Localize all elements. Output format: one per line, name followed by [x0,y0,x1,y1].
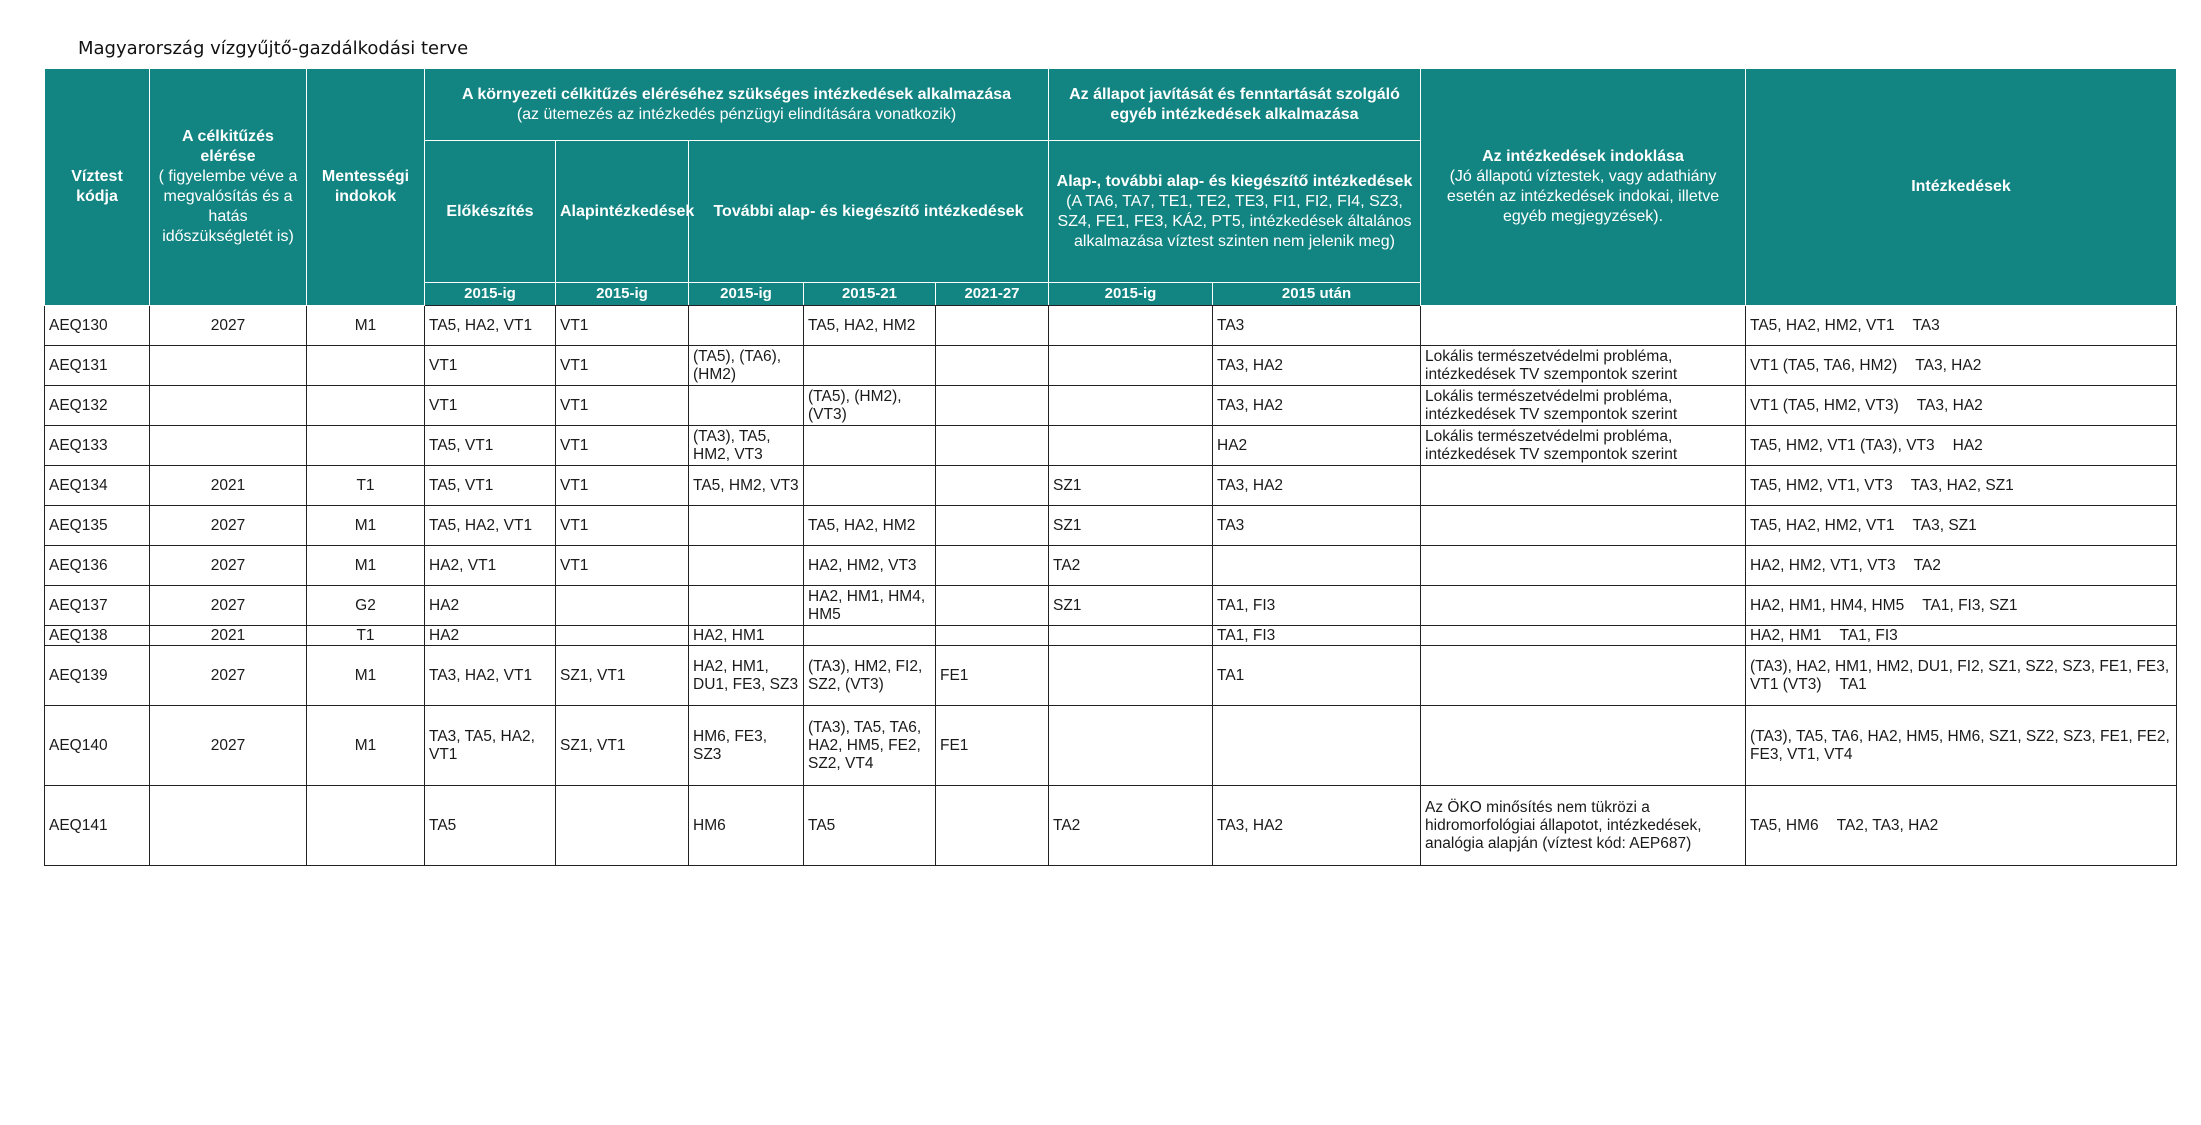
table-row [45,346,2177,386]
cell-tovabbi-2015 [689,546,804,586]
cell-elokeszites: TA5 [425,786,556,866]
cell-viztest-kod: AEQ135 [45,506,150,546]
intezkedesek-main: TA5, HA2, HM2, VT1 [1750,316,1895,334]
table-body [45,306,2177,866]
cell-tovabbi-2015: HA2, HM1 [689,626,804,646]
cell-alapintezkedes [556,786,689,866]
intezkedesek-main: (TA3), TA5, TA6, HA2, HM5, HM6, SZ1, SZ2, SZ3, FE1, FE2, FE3, VT1, VT4 [1750,727,2170,763]
measures-table [44,68,2177,866]
year-tovabbi-2015-21: 2015-21 [804,283,936,306]
cell-mentessegi: M1 [307,546,425,586]
cell-viztest-kod: AEQ137 [45,586,150,626]
cell-tovabbi-2021-27 [936,626,1049,646]
table-row [45,786,2177,866]
intezkedesek-main: (TA3), HA2, HM1, HM2, DU1, FI2, SZ1, SZ2, SZ3, FE1, FE3, VT1 (VT3) [1750,657,2170,693]
intezkedesek-extra: HA2 [1952,436,1983,454]
header-kornyezeti-sub: (az ütemezés az intézkedés pénzügyi elindítására vonatkozik) [516,105,957,123]
cell-intezkedesek [1746,306,2177,346]
intezkedesek-main: TA5, HM2, VT1 (TA3), VT3 [1750,436,1935,454]
cell-alap-2015-utan: HA2 [1213,426,1421,466]
intezkedesek-main: VT1 (TA5, TA6, HM2) [1750,356,1898,374]
cell-alap-2015: SZ1 [1049,586,1213,626]
cell-viztest-kod: AEQ139 [45,646,150,706]
header-mentessegi-indokok: Mentességi indokok [307,69,425,306]
cell-alap-2015: TA2 [1049,786,1213,866]
cell-tovabbi-2015-21 [804,466,936,506]
cell-tovabbi-2015-21: (TA5), (HM2), (VT3) [804,386,936,426]
cell-elokeszites: TA5, HA2, VT1 [425,506,556,546]
cell-indoklas [1421,306,1746,346]
cell-mentessegi: M1 [307,706,425,786]
cell-alap-2015 [1049,646,1213,706]
table-row [45,646,2177,706]
intezkedesek-extra: TA2, TA3, HA2 [1836,816,1939,834]
cell-viztest-kod: AEQ138 [45,626,150,646]
header-alap-tovabbi-title: Alap-, további alap- és kiegészítő intézkedések [1056,172,1413,190]
cell-indoklas: Lokális természetvédelmi probléma, intézkedések TV szempontok szerint [1421,346,1746,386]
cell-alap-2015-utan: TA3 [1213,306,1421,346]
cell-tovabbi-2015-21: HA2, HM1, HM4, HM5 [804,586,936,626]
header-intezkedesek: Intézkedések [1746,69,2177,306]
cell-celkituzes-ev: 2027 [150,546,307,586]
cell-alap-2015: SZ1 [1049,506,1213,546]
cell-mentessegi: G2 [307,586,425,626]
cell-mentessegi [307,346,425,386]
cell-elokeszites: TA3, TA5, HA2, VT1 [425,706,556,786]
cell-viztest-kod: AEQ136 [45,546,150,586]
cell-tovabbi-2015: HA2, HM1, DU1, FE3, SZ3 [689,646,804,706]
cell-mentessegi: M1 [307,646,425,706]
intezkedesek-extra: TA2 [1913,556,1941,574]
intezkedesek-main: TA5, HA2, HM2, VT1 [1750,516,1895,534]
cell-indoklas [1421,646,1746,706]
cell-mentessegi: M1 [307,506,425,546]
header-kornyezeti-celkituzes [425,69,1049,141]
cell-intezkedesek [1746,506,2177,546]
cell-tovabbi-2021-27: FE1 [936,646,1049,706]
header-tovabbi-intezkedesek: További alap- és kiegészítő intézkedések [689,141,1049,283]
cell-alapintezkedes: VT1 [556,346,689,386]
year-alapintezkedesek: 2015-ig [556,283,689,306]
cell-tovabbi-2015-21 [804,346,936,386]
intezkedesek-main: TA5, HM2, VT1, VT3 [1750,476,1893,494]
cell-tovabbi-2021-27 [936,786,1049,866]
cell-intezkedesek [1746,426,2177,466]
cell-alap-2015-utan: TA3, HA2 [1213,466,1421,506]
header-alap-tovabbi [1049,141,1421,283]
intezkedesek-extra: TA3, HA2 [1916,396,1983,414]
cell-celkituzes-ev [150,426,307,466]
cell-indoklas [1421,546,1746,586]
year-alap-2015-utan: 2015 után [1213,283,1421,306]
cell-alap-2015 [1049,306,1213,346]
cell-celkituzes-ev [150,786,307,866]
cell-alap-2015-utan: TA1 [1213,646,1421,706]
year-tovabbi-2015: 2015-ig [689,283,804,306]
cell-alapintezkedes: VT1 [556,306,689,346]
intezkedesek-main: HA2, HM1 [1750,626,1822,644]
header-indoklas-title: Az intézkedések indoklása [1482,148,1684,165]
cell-alap-2015 [1049,706,1213,786]
table-row [45,306,2177,346]
cell-intezkedesek [1746,386,2177,426]
cell-intezkedesek [1746,626,2177,646]
header-alap-tovabbi-sub: (A TA6, TA7, TE1, TE2, TE3, FI1, FI2, FI4, SZ3, SZ4, FE1, FE3, KÁ2, PT5, intézkedések általános alkalmazása víztest szinten nem jelenik meg) [1057,192,1412,250]
cell-tovabbi-2015-21: (TA3), HM2, FI2, SZ2, (VT3) [804,646,936,706]
cell-tovabbi-2021-27 [936,586,1049,626]
cell-viztest-kod: AEQ133 [45,426,150,466]
intezkedesek-extra: TA3, HA2 [1915,356,1982,374]
cell-celkituzes-ev: 2021 [150,626,307,646]
cell-mentessegi [307,786,425,866]
cell-tovabbi-2015-21: TA5 [804,786,936,866]
cell-elokeszites: TA5, HA2, VT1 [425,306,556,346]
cell-elokeszites: TA5, VT1 [425,466,556,506]
cell-tovabbi-2015: (TA3), TA5, HM2, VT3 [689,426,804,466]
table-row [45,706,2177,786]
header-celkituzes [150,69,307,306]
cell-viztest-kod: AEQ134 [45,466,150,506]
cell-intezkedesek [1746,586,2177,626]
intezkedesek-extra: TA1, FI3 [1839,626,1898,644]
year-alap-2015: 2015-ig [1049,283,1213,306]
cell-alap-2015-utan [1213,706,1421,786]
cell-alap-2015-utan: TA1, FI3 [1213,586,1421,626]
cell-indoklas [1421,466,1746,506]
cell-elokeszites: VT1 [425,346,556,386]
cell-intezkedesek [1746,706,2177,786]
header-indoklas [1421,69,1746,306]
cell-celkituzes-ev: 2021 [150,466,307,506]
cell-mentessegi: M1 [307,306,425,346]
cell-tovabbi-2021-27 [936,386,1049,426]
header-allapot-javitas: Az állapot javítását és fenntartását szolgáló egyéb intézkedések alkalmazása [1049,69,1421,141]
table-row [45,466,2177,506]
cell-alapintezkedes: VT1 [556,546,689,586]
cell-elokeszites: HA2 [425,626,556,646]
header-kornyezeti-title: A környezeti célkitűzés eléréséhez szükséges intézkedések alkalmazása [461,85,1012,103]
cell-elokeszites: HA2, VT1 [425,546,556,586]
cell-celkituzes-ev: 2027 [150,506,307,546]
cell-viztest-kod: AEQ132 [45,386,150,426]
table-row [45,386,2177,426]
cell-elokeszites: TA3, HA2, VT1 [425,646,556,706]
cell-elokeszites: HA2 [425,586,556,626]
cell-viztest-kod: AEQ130 [45,306,150,346]
header-celkituzes-title: A célkitűzés elérése [182,128,274,165]
intezkedesek-extra: TA3 [1912,316,1940,334]
intezkedesek-extra: TA3, SZ1 [1912,516,1977,534]
intezkedesek-main: HA2, HM1, HM4, HM5 [1750,596,1905,614]
intezkedesek-main: HA2, HM2, VT1, VT3 [1750,556,1896,574]
cell-intezkedesek [1746,346,2177,386]
cell-alapintezkedes: VT1 [556,386,689,426]
cell-celkituzes-ev: 2027 [150,646,307,706]
header-alapintezkedesek: Alapintézkedések [556,141,689,283]
cell-intezkedesek [1746,646,2177,706]
cell-tovabbi-2021-27 [936,346,1049,386]
cell-tovabbi-2015-21: HA2, HM2, VT3 [804,546,936,586]
cell-alap-2015: SZ1 [1049,466,1213,506]
cell-alap-2015 [1049,386,1213,426]
cell-alap-2015-utan: TA3, HA2 [1213,786,1421,866]
cell-celkituzes-ev [150,386,307,426]
year-tovabbi-2021-27: 2021-27 [936,283,1049,306]
year-elokeszites: 2015-ig [425,283,556,306]
cell-indoklas: Lokális természetvédelmi probléma, intézkedések TV szempontok szerint [1421,426,1746,466]
header-elokeszites: Előkészítés [425,141,556,283]
cell-alapintezkedes: SZ1, VT1 [556,646,689,706]
cell-alap-2015-utan: TA3, HA2 [1213,346,1421,386]
cell-celkituzes-ev: 2027 [150,306,307,346]
intezkedesek-main: VT1 (TA5, HM2, VT3) [1750,396,1899,414]
cell-tovabbi-2015: HM6 [689,786,804,866]
cell-tovabbi-2021-27 [936,426,1049,466]
cell-elokeszites: VT1 [425,386,556,426]
cell-alap-2015 [1049,626,1213,646]
cell-tovabbi-2015 [689,386,804,426]
cell-tovabbi-2021-27 [936,306,1049,346]
cell-indoklas [1421,506,1746,546]
cell-tovabbi-2021-27: FE1 [936,706,1049,786]
cell-alapintezkedes: VT1 [556,466,689,506]
cell-alap-2015-utan [1213,546,1421,586]
cell-tovabbi-2015 [689,306,804,346]
cell-mentessegi: T1 [307,626,425,646]
cell-alapintezkedes: VT1 [556,506,689,546]
table-row [45,426,2177,466]
cell-tovabbi-2015-21: TA5, HA2, HM2 [804,306,936,346]
cell-intezkedesek [1746,786,2177,866]
cell-indoklas [1421,586,1746,626]
cell-alap-2015 [1049,346,1213,386]
cell-alapintezkedes [556,626,689,646]
cell-alapintezkedes: SZ1, VT1 [556,706,689,786]
cell-mentessegi [307,426,425,466]
cell-viztest-kod: AEQ140 [45,706,150,786]
cell-alap-2015: TA2 [1049,546,1213,586]
cell-alap-2015-utan: TA3 [1213,506,1421,546]
cell-indoklas: Az ÖKO minősítés nem tükrözi a hidromorfológiai állapotot, intézkedések, analógia alapján (víztest kód: AEP687) [1421,786,1746,866]
table-header [45,69,2177,306]
header-celkituzes-sub: ( figyelembe véve a megvalósítás és a hatás időszükségletét is) [158,168,298,245]
cell-tovabbi-2015 [689,586,804,626]
cell-alap-2015-utan: TA1, FI3 [1213,626,1421,646]
cell-indoklas: Lokális természetvédelmi probléma, intézkedések TV szempontok szerint [1421,386,1746,426]
cell-tovabbi-2015 [689,506,804,546]
table-row [45,506,2177,546]
table-row [45,626,2177,646]
cell-alapintezkedes [556,586,689,626]
cell-tovabbi-2015-21: (TA3), TA5, TA6, HA2, HM5, FE2, SZ2, VT4 [804,706,936,786]
cell-indoklas [1421,706,1746,786]
cell-alap-2015 [1049,426,1213,466]
table-row [45,586,2177,626]
cell-mentessegi: T1 [307,466,425,506]
cell-tovabbi-2015-21 [804,426,936,466]
cell-tovabbi-2015-21: TA5, HA2, HM2 [804,506,936,546]
intezkedesek-extra: TA1 [1839,675,1867,693]
cell-indoklas [1421,626,1746,646]
table-row [45,546,2177,586]
cell-tovabbi-2015: HM6, FE3, SZ3 [689,706,804,786]
intezkedesek-main: TA5, HM6 [1750,816,1819,834]
cell-alap-2015-utan: TA3, HA2 [1213,386,1421,426]
cell-tovabbi-2021-27 [936,506,1049,546]
cell-alapintezkedes: VT1 [556,426,689,466]
cell-viztest-kod: AEQ131 [45,346,150,386]
cell-tovabbi-2021-27 [936,466,1049,506]
cell-celkituzes-ev: 2027 [150,706,307,786]
document-title: Magyarország vízgyűjtő-gazdálkodási terve [78,38,469,59]
cell-mentessegi [307,386,425,426]
cell-elokeszites: TA5, VT1 [425,426,556,466]
cell-tovabbi-2015: (TA5), (TA6), (HM2) [689,346,804,386]
cell-intezkedesek [1746,466,2177,506]
header-viztest-kodja: Víztest kódja [45,69,150,306]
header-indoklas-sub: (Jó állapotú víztestek, vagy adathiány esetén az intézkedések indokai, illetve egyéb megjegyzések). [1446,168,1720,225]
cell-tovabbi-2021-27 [936,546,1049,586]
intezkedesek-extra: TA3, HA2, SZ1 [1910,476,2014,494]
cell-celkituzes-ev: 2027 [150,586,307,626]
cell-viztest-kod: AEQ141 [45,786,150,866]
intezkedesek-extra: TA1, FI3, SZ1 [1922,596,2018,614]
cell-intezkedesek [1746,546,2177,586]
cell-tovabbi-2015: TA5, HM2, VT3 [689,466,804,506]
cell-tovabbi-2015-21 [804,626,936,646]
cell-celkituzes-ev [150,346,307,386]
